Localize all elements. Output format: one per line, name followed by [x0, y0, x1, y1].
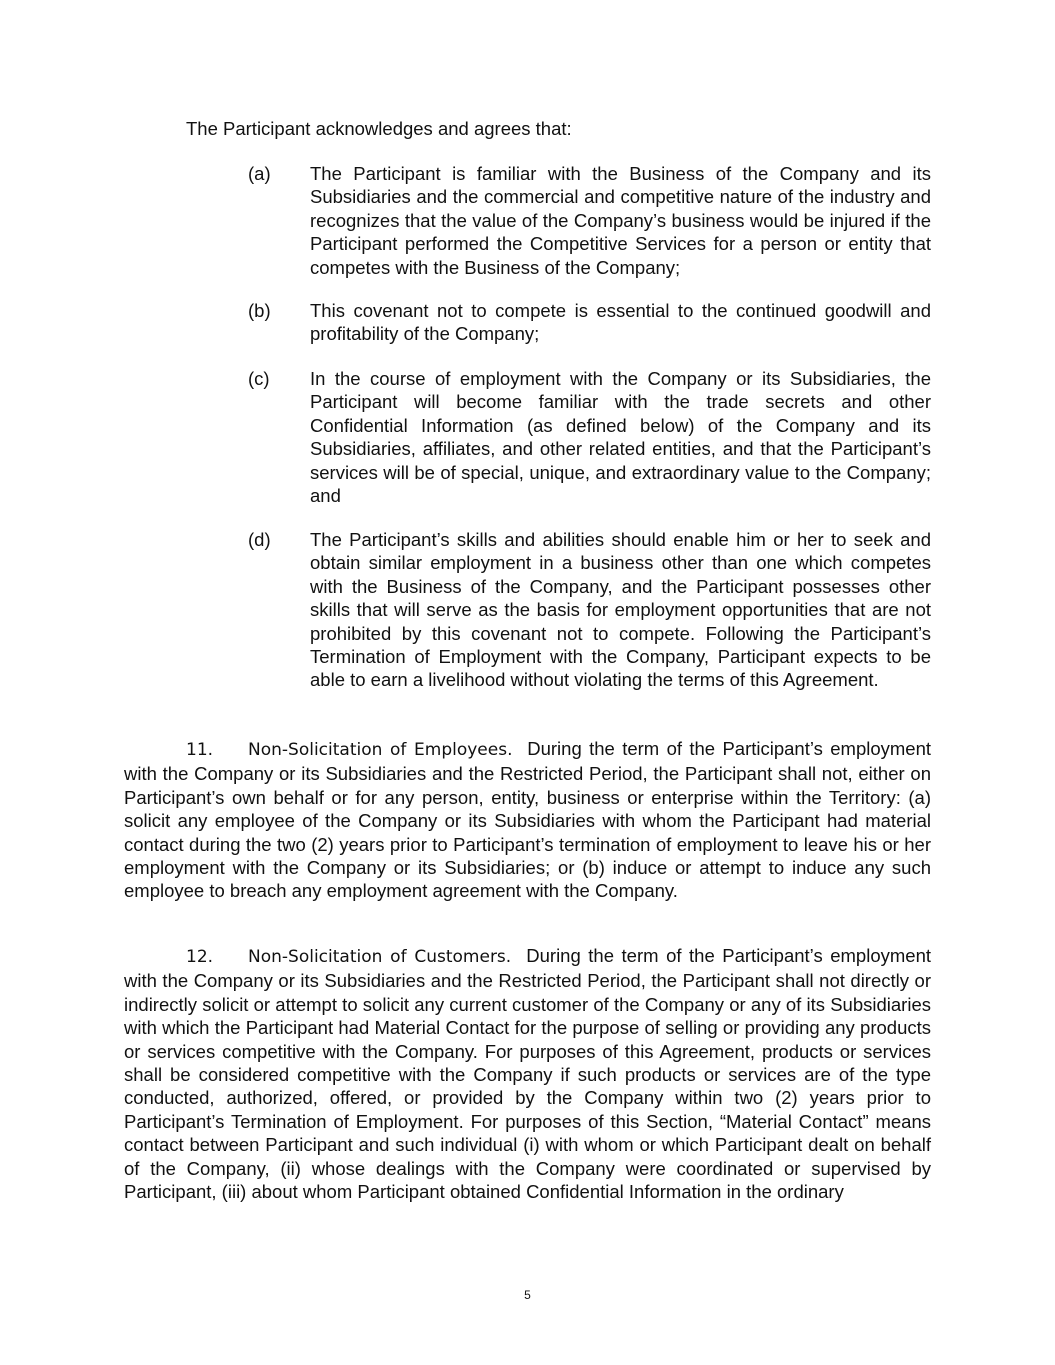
section-heading: Non-Solicitation of Employees.: [248, 740, 513, 760]
list-item-label: (a): [248, 163, 271, 184]
list-item-label: (b): [248, 300, 271, 321]
section-number: 12.: [186, 947, 214, 967]
section-12-non-solicitation-customers: [124, 944, 931, 1203]
list-item-text: The Participant’s skills and abilities should enable him or her to seek and obtain similar employment in a business other than one which competes with the Business of the Company, and the Participant possesses other skills that will serve as the basis for employment opportunities that are not prohibited by this covenant not to compete. Following the Participant’s Termination of Employment with the Company, Participant expects to be able to earn a livelihood without violating the terms of this Agreement.: [310, 529, 931, 691]
section-heading: Non-Solicitation of Customers.: [248, 947, 512, 967]
section-number: 11.: [186, 740, 214, 760]
list-item-label: (d): [248, 529, 271, 550]
list-item-label: (c): [248, 368, 270, 389]
section-body: During the term of the Participant’s employment with the Company or its Subsidiaries and the Restricted Period, the Participant shall not directly or indirectly solicit or attempt to solicit any current customer of the Company or any of its Subsidiaries with which the Participant had Material Contact for the purpose of selling or providing any products or services competitive with the Company. For purposes of this Agreement, products or services shall be considered competitive with the Company if such products or services are of the type conducted, authorized, offered, or provided by the Company within two (2) years prior to Participant’s Termination of Employment. For purposes of this Section, “Material Contact” means contact between Participant and such individual (i) with whom or which Participant dealt on behalf of the Company, (ii) whose dealings with the Company were coordinated or supervised by Participant, (iii) about whom Participant obtained Confidential Information in the ordinary: [124, 945, 931, 1203]
list-item-text: In the course of employment with the Company or its Subsidiaries, the Participant will become familiar with the trade secrets and other Confidential Information (as defined below) of the Company and its Subsidiaries, affiliates, and other related entities, and that the Participant’s services will be of special, unique, and extraordinary value to the Company; and: [310, 368, 931, 507]
section-11-non-solicitation-employees: [124, 737, 931, 903]
page-number: 5: [524, 1288, 531, 1302]
list-item-a: [248, 162, 931, 279]
list-item-text: This covenant not to compete is essential to the continued goodwill and profitability of the Company;: [310, 300, 931, 345]
list-item-b: [248, 299, 931, 346]
intro-paragraph: The Participant acknowledges and agrees that:: [186, 118, 572, 139]
list-item-c: [248, 367, 931, 507]
list-item-d: [248, 528, 931, 692]
list-item-text: The Participant is familiar with the Business of the Company and its Subsidiaries and the commercial and competitive nature of the industry and recognizes that the value of the Company’s business would be injured if the Participant performed the Competitive Services for a person or entity that competes with the Business of the Company;: [310, 163, 931, 278]
section-body: During the term of the Participant’s employment with the Company or its Subsidiaries and the Restricted Period, the Participant shall not, either on Participant’s own behalf or for any person, entity, business or enterprise within the Territory: (a) solicit any employee of the Company or its Subsidiaries with whom the Participant had material contact during the two (2) years prior to Participant’s termination of employment to leave his or her employment with the Company or its Subsidiaries; or (b) induce or attempt to induce any such employee to breach any employment agreement with the Company.: [124, 738, 932, 902]
